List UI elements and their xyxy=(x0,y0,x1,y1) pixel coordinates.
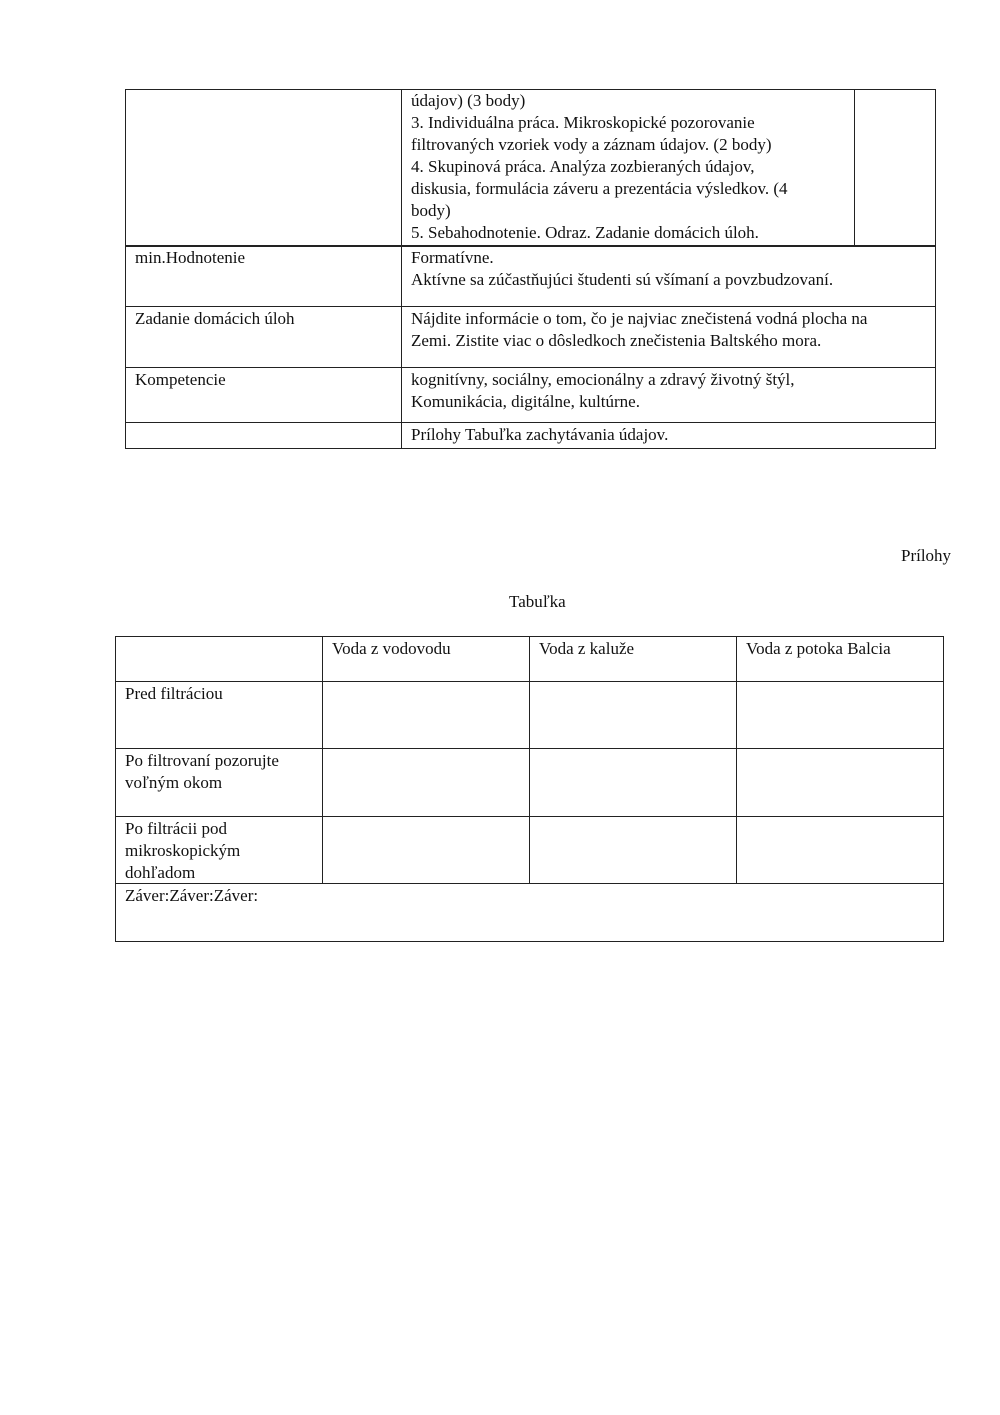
attachments-content: Prílohy Tabuľka zachytávania údajov. xyxy=(411,425,669,444)
assessment-content xyxy=(411,247,833,291)
row-label-homework: Zadanie domácich úloh xyxy=(135,309,295,328)
content-line: Nájdite informácie o tom, čo je najviac znečistená vodná plocha na xyxy=(411,309,868,328)
row-label-line: Pred filtráciou xyxy=(125,684,223,703)
competencies-content xyxy=(411,369,795,413)
activity-line: diskusia, formulácia záveru a prezentácia výsledkov. (4 xyxy=(411,179,788,198)
column-header: Voda z potoka Balcia xyxy=(746,639,891,658)
row-label-line: mikroskopickým xyxy=(125,841,241,860)
row-label-line: voľným okom xyxy=(125,773,223,792)
activity-steps xyxy=(411,90,788,244)
row-label xyxy=(125,683,223,705)
row-label-line: Po filtrácii pod xyxy=(125,819,227,838)
activity-line: body) xyxy=(411,201,451,220)
content-line: Zemi. Zistite viac o dôsledkoch znečistenia Baltského mora. xyxy=(411,331,822,350)
column-divider xyxy=(401,89,402,449)
column-divider xyxy=(854,89,855,246)
activity-line: údajov) (3 body) xyxy=(411,91,526,110)
row-label-line: Po filtrovaní pozorujte xyxy=(125,751,279,770)
table-border-left xyxy=(115,636,116,942)
content-line: Komunikácia, digitálne, kultúrne. xyxy=(411,392,640,411)
row-divider xyxy=(125,367,936,368)
row-label-competencies: Kompetencie xyxy=(135,370,226,389)
column-divider xyxy=(529,636,530,884)
activity-line: 5. Sebahodnotenie. Odraz. Zadanie domácich úloh. xyxy=(411,223,759,242)
row-label-line: dohľadom xyxy=(125,863,196,882)
content-line: Aktívne sa zúčastňujúci študenti sú všímaní a povzbudzovaní. xyxy=(411,270,834,289)
activity-line: filtrovaných vzoriek vody a záznam údajov. (2 body) xyxy=(411,135,772,154)
row-label xyxy=(125,750,279,794)
table-title: Tabuľka xyxy=(509,592,566,611)
row-divider xyxy=(125,306,936,307)
table-border-left xyxy=(125,89,126,449)
table-border-bottom xyxy=(125,448,936,449)
table-border-right xyxy=(935,89,936,449)
content-line: kognitívny, sociálny, emocionálny a zdravý životný štýl, xyxy=(411,370,795,389)
appendix-heading: Prílohy xyxy=(901,546,952,565)
row-label xyxy=(125,818,240,884)
column-header: Voda z vodovodu xyxy=(332,639,451,658)
activity-line: 4. Skupinová práca. Analýza zozbieraných údajov, xyxy=(411,157,755,176)
conclusion-row: Záver:Záver:Záver: xyxy=(125,886,259,905)
homework-content xyxy=(411,308,867,352)
column-divider xyxy=(322,636,323,884)
row-label-assessment: min.Hodnotenie xyxy=(135,248,246,267)
table-border-bottom xyxy=(115,941,944,942)
content-line: Formatívne. xyxy=(411,248,494,267)
column-divider xyxy=(736,636,737,884)
activity-line: 3. Individuálna práca. Mikroskopické pozorovanie xyxy=(411,113,755,132)
row-divider xyxy=(125,422,936,423)
table-border-right xyxy=(943,636,944,942)
column-header: Voda z kaluže xyxy=(539,639,635,658)
